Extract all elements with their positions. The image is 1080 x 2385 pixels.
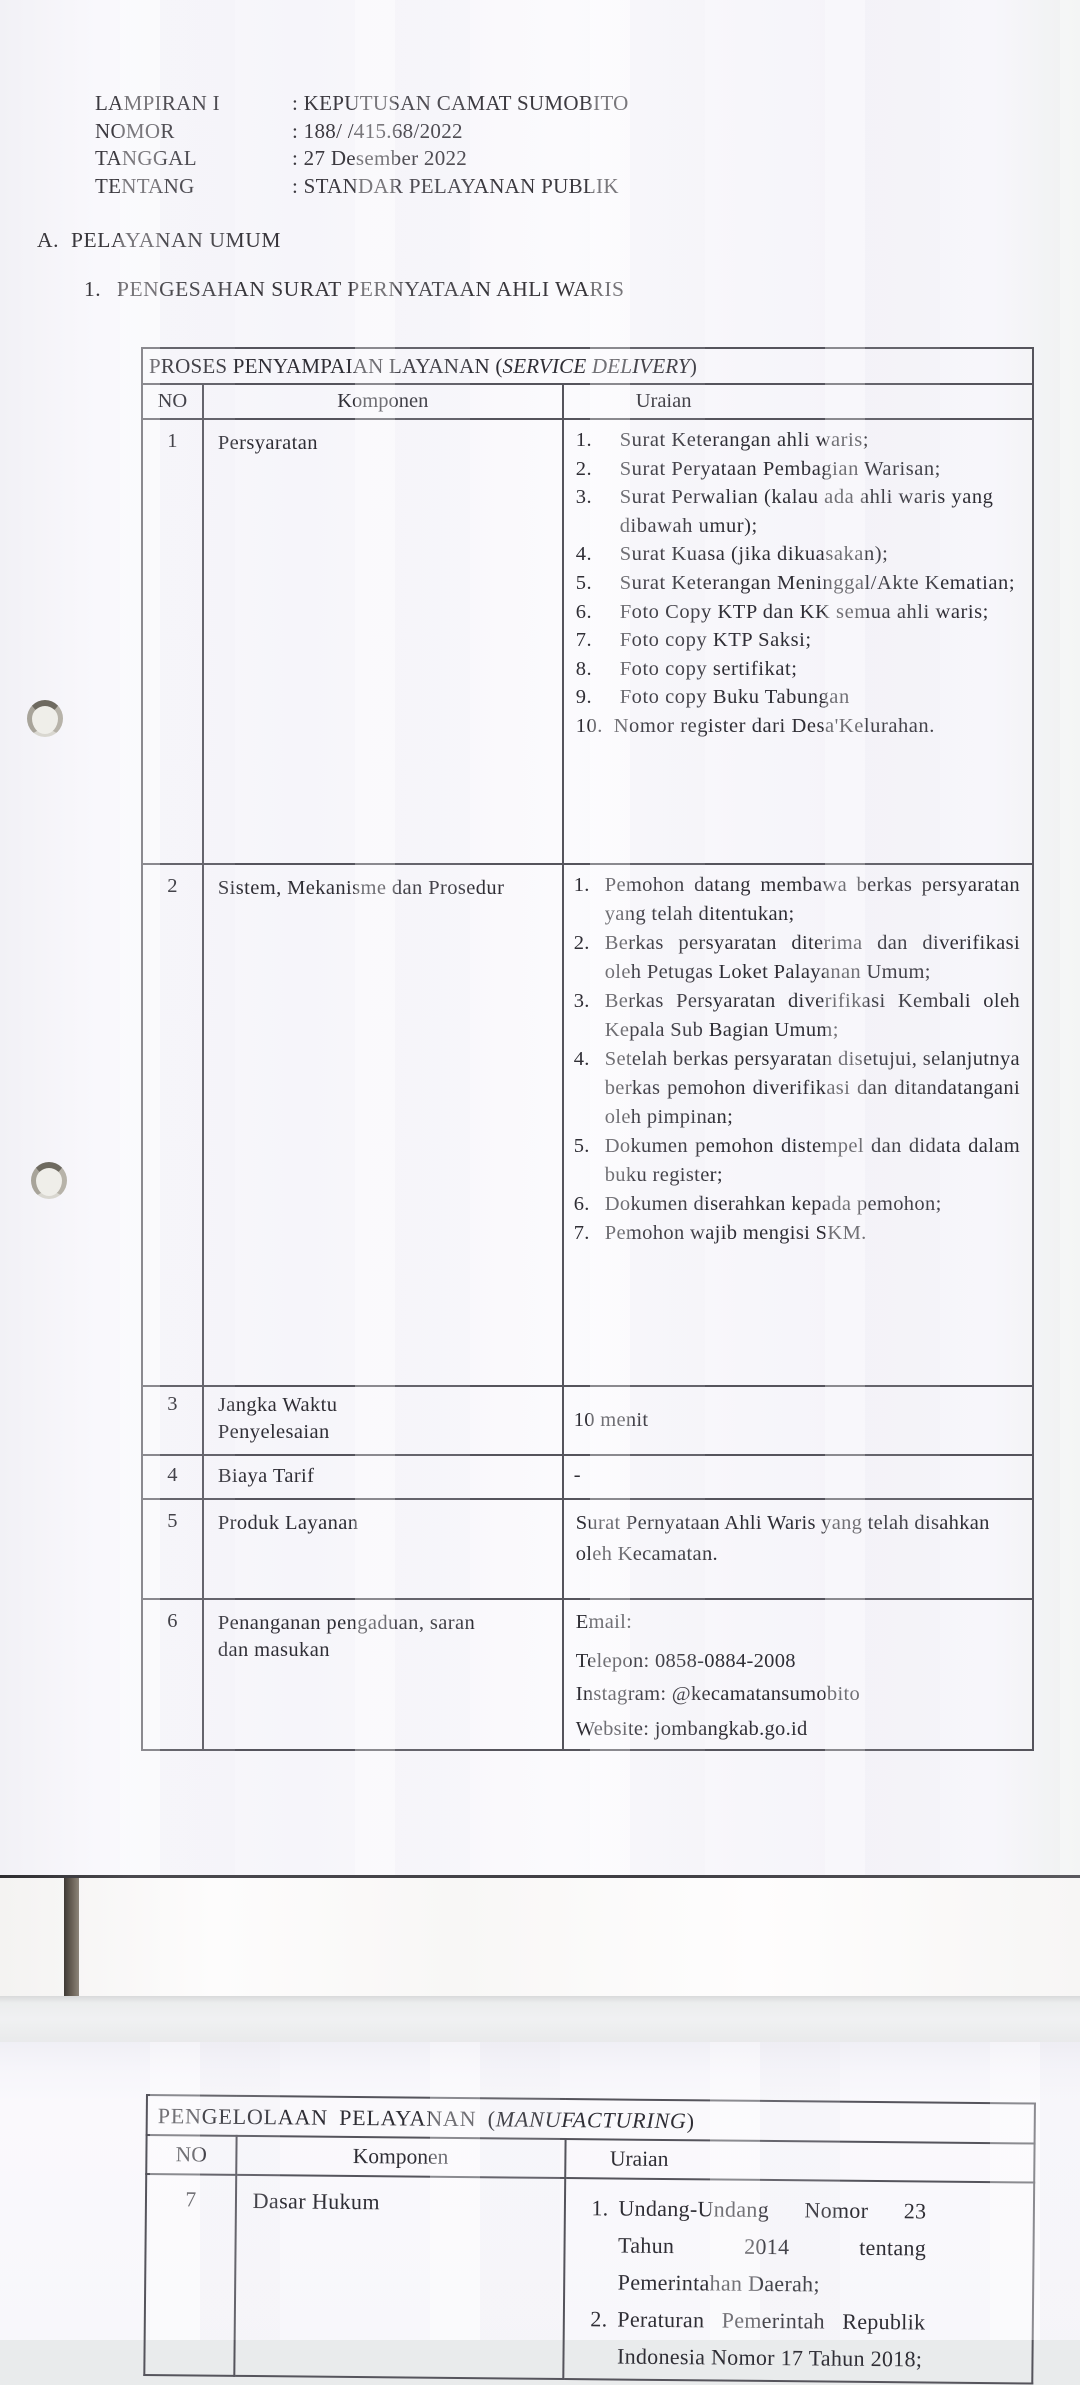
- header-label: TANGGAL: [95, 146, 197, 170]
- page-1-bottom-margin: [0, 1878, 1080, 1996]
- col-header-uraian: Uraian: [563, 384, 1033, 419]
- list-item: 7. Foto copy KTP Saksi;: [575, 629, 812, 652]
- col-header-no: NO: [142, 384, 203, 419]
- section-a-heading: [37, 228, 281, 253]
- col-header-komponen: Komponen: [236, 2136, 565, 2178]
- row-no: 4: [142, 1455, 203, 1499]
- punch-hole-icon: [27, 700, 63, 737]
- list-item: 5. Surat Keterangan Meninggal/Akte Kematian;: [575, 571, 1016, 594]
- col-header-no: NO: [146, 2135, 236, 2175]
- page-separator: [0, 1996, 1080, 2042]
- row-uraian: [563, 2178, 1034, 2383]
- row-uraian: Surat Pernyataan Ahli Waris yang telah disahkan oleh Kecamatan.: [563, 1499, 1033, 1599]
- header-label: LAMPIRAN I: [95, 91, 220, 115]
- list-item: 4. Setelah berkas persyaratan disetujui, selanjutnya berkas pemohon diverifikasi dan ditandatangani oleh pimpinan;: [573, 1048, 1020, 1128]
- row-no: 1: [142, 419, 203, 864]
- header-value: : KEPUTUSAN CAMAT SUMOBITO: [292, 91, 629, 115]
- list-item: 6. Foto Copy KTP dan KK semua ahli waris;: [575, 600, 989, 623]
- contact-line: Email:: [575, 1611, 633, 1633]
- manufacturing-table: [143, 2094, 1036, 2385]
- service-delivery-table: [141, 347, 1034, 1751]
- binding-shadow: [64, 1878, 79, 1996]
- header-value: : STANDAR PELAYANAN PUBLIK: [292, 173, 619, 198]
- list-item: 8. Foto copy sertifikat;: [575, 657, 798, 680]
- table-row-biaya-tarif: [142, 1455, 1033, 1499]
- row-uraian: [563, 1599, 1033, 1750]
- row-no: 7: [144, 2174, 236, 2376]
- punch-hole-icon: [31, 1162, 67, 1199]
- header-row-tanggal: [95, 145, 629, 173]
- row-komponen: Dasar Hukum: [234, 2175, 565, 2379]
- col-header-komponen: Komponen: [203, 384, 563, 419]
- table-row-produk-layanan: [142, 1499, 1033, 1599]
- table-row-jangka-waktu: [142, 1386, 1033, 1455]
- list-item: 2. Berkas persyaratan diterima dan diverifikasi oleh Petugas Loket Palayanan Umum;: [573, 932, 1020, 983]
- table-row-dasar-hukum: [144, 2174, 1034, 2384]
- contact-line: Instagram: @kecamatansumobito: [575, 1683, 861, 1705]
- list-item: 7. Pemohon wajib mengisi SKM.: [573, 1222, 867, 1244]
- table-row-persyaratan: [142, 419, 1033, 864]
- document-page-2: [0, 2042, 1080, 2372]
- table-row-pengaduan: [142, 1599, 1033, 1750]
- row-no: 6: [142, 1599, 203, 1750]
- table2-title-text: PENGELOLAAN PELAYANAN (: [157, 2103, 496, 2132]
- contact-line: Telepon: 0858-0884-2008: [575, 1650, 796, 1672]
- list-item: 1. Pemohon datang membawa berkas persyaratan yang telah ditentukan;: [573, 874, 1020, 925]
- section-a-marker: A.: [37, 228, 60, 252]
- header-label: TENTANG: [95, 173, 195, 198]
- document-header-block: [95, 90, 629, 200]
- table1-title-close: ): [689, 354, 698, 378]
- row-komponen: Biaya Tarif: [203, 1455, 563, 1499]
- row-komponen: Jangka Waktu Penyelesaian: [203, 1386, 563, 1455]
- row-komponen: Penanganan pengaduan, saran dan masukan: [203, 1599, 563, 1750]
- row-no: 2: [142, 864, 203, 1386]
- list-item: 9. Foto copy Buku Tabungan: [575, 686, 850, 709]
- subsection-1-marker: 1.: [84, 277, 102, 301]
- table1-title: [142, 348, 1033, 384]
- section-a-title: PELAYANAN UMUM: [71, 228, 282, 252]
- row-uraian: 10 menit: [563, 1386, 1033, 1455]
- contact-line: Website: jombangkab.go.id: [575, 1718, 808, 1740]
- header-value: : 188/ /415.68/2022: [292, 118, 463, 143]
- table1-title-italic: SERVICE DELIVERY: [502, 354, 690, 378]
- header-row-tentang: [95, 173, 629, 201]
- list-item: 5. Dokumen pemohon distempel dan didata dalam buku register;: [573, 1135, 1020, 1186]
- row-uraian: -: [563, 1455, 1033, 1499]
- table2-title-close: ): [686, 2108, 695, 2134]
- row-komponen: Produk Layanan: [203, 1499, 563, 1599]
- row-no: 5: [142, 1499, 203, 1599]
- row-komponen: Persyaratan: [203, 419, 563, 864]
- header-row-lampiran: [95, 90, 629, 118]
- row-uraian: [563, 419, 1033, 864]
- row-uraian: [563, 864, 1033, 1386]
- table-header-row: [142, 384, 1033, 419]
- row-komponen: Sistem, Mekanisme dan Prosedur: [203, 864, 563, 1386]
- subsection-1-heading: [84, 277, 624, 302]
- row-no: 3: [142, 1386, 203, 1455]
- table2-title-italic: MANUFACTURING: [495, 2106, 687, 2134]
- list-item: 6. Dokumen diserahkan kepada pemohon;: [573, 1193, 942, 1215]
- subsection-1-title: PENGESAHAN SURAT PERNYATAAN AHLI WARIS: [117, 277, 625, 301]
- header-label: NOMOR: [95, 118, 175, 143]
- col-header-uraian: Uraian: [565, 2139, 1035, 2183]
- list-item: 2. Surat Peryataan Pembagian Warisan;: [575, 457, 941, 480]
- table-title-row: [142, 348, 1033, 384]
- list-item: 3. Berkas Persyaratan diverifikasi Kembali oleh Kepala Sub Bagian Umum;: [573, 990, 1020, 1041]
- header-value: : 27 Desember 2022: [292, 146, 468, 170]
- table1-title-text: PROSES PENYAMPAIAN LAYANAN (: [149, 354, 503, 378]
- list-item: 2. Peraturan Pemerintah Republik Indonesia Nomor 17 Tahun 2018;: [590, 2306, 926, 2372]
- table-row-prosedur: [142, 864, 1033, 1386]
- list-item: 3. Surat Perwalian (kalau ada ahli waris yang dibawah umur);: [575, 486, 994, 537]
- list-item: 1. Undang-Undang Nomor 23 Tahun 2014 tentang Pemerintahan Daerah;: [591, 2195, 927, 2297]
- list-item: 4. Surat Kuasa (jika dikuasakan);: [575, 543, 889, 566]
- list-item: 1. Surat Keterangan ahli waris;: [575, 429, 870, 451]
- header-row-nomor: [95, 118, 629, 146]
- list-item: 10. Nomor register dari Desa'Kelurahan.: [575, 714, 935, 737]
